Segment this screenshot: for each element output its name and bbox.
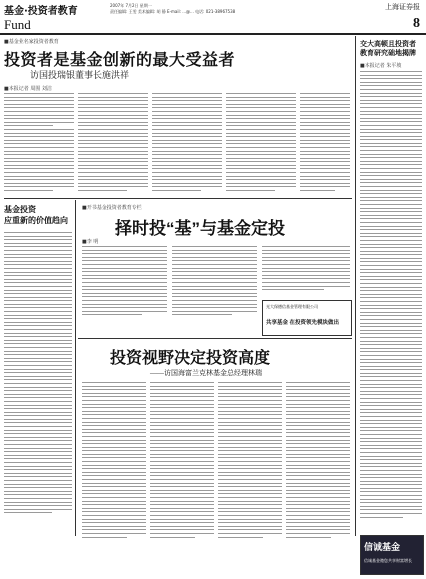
- masthead-date: 2007年 7月2日 星期一: [110, 3, 152, 8]
- main-byline: ■本报记者 周围 刘洁: [4, 86, 52, 92]
- left-body: [4, 232, 72, 516]
- bottom-body-col-3: [218, 382, 282, 540]
- bottom-ad: [360, 535, 424, 575]
- section-name: Fund: [4, 17, 31, 32]
- fund-ad-slogan: 共享基金 在投资领先模块做出: [266, 320, 340, 326]
- middle-headline: 择时投“基”与基金定投: [115, 219, 285, 238]
- masthead: [0, 0, 426, 35]
- right-body: [360, 71, 422, 520]
- page-number: 8: [413, 16, 420, 31]
- main-body-col-4: [226, 93, 296, 194]
- main-headline: 投资者是基金创新的最大受益者: [4, 52, 236, 69]
- middle-kicker: ■开书基金投资者教育专栏: [82, 205, 142, 211]
- bottom-ad-brand: 信诚基金: [364, 542, 401, 552]
- column-divider: [355, 36, 356, 536]
- bottom-headline: 投资视野决定投资高度: [110, 350, 271, 367]
- bottom-ad-slogan: 信诚基金邀您共享财富增长: [364, 558, 412, 563]
- left-kicker: 基金投资: [4, 205, 36, 214]
- main-body-col-5: [300, 93, 350, 194]
- section-divider-1: [4, 198, 352, 199]
- main-body-col-1: [4, 93, 74, 194]
- right-byline: ■本报记者 朱平坡: [360, 63, 402, 69]
- masthead-editors: 责任编辑: 王雯 美术编辑: 胡 静 E-mail: ...@... 电话: 021-38967538: [110, 9, 236, 14]
- bottom-body-col-4: [286, 382, 350, 540]
- main-kicker: ■基金业名家投资者教育: [4, 39, 59, 45]
- section-divider-2: [78, 338, 352, 339]
- paper-name: 上海证券报: [385, 3, 420, 11]
- bottom-subhead: ——访国海富兰克林基金总经理林瑞: [150, 369, 262, 377]
- middle-body-col-1: [82, 246, 167, 318]
- main-body-col-3: [152, 93, 222, 194]
- fund-ad-brand: 光大保德信基金管理有限公司: [266, 304, 318, 309]
- middle-body-col-3: [262, 246, 350, 293]
- right-headline: 交大高顿且投资者教育研究础地揭牌: [360, 41, 416, 57]
- masthead-meta: [110, 3, 380, 15]
- middle-byline: ■李 明: [82, 239, 99, 245]
- section-title: 基金·投资者教育: [4, 6, 78, 17]
- main-subhead: 访国投瑞银董事长施洪祥: [30, 70, 130, 80]
- fund-ad: [262, 300, 352, 336]
- main-body-col-2: [78, 93, 148, 194]
- bottom-body-col-2: [150, 382, 214, 540]
- left-headline: 应重新的价值趋向: [4, 216, 68, 225]
- bottom-body-col-1: [82, 382, 146, 540]
- left-column-divider: [75, 200, 76, 536]
- middle-body-col-2: [172, 246, 257, 318]
